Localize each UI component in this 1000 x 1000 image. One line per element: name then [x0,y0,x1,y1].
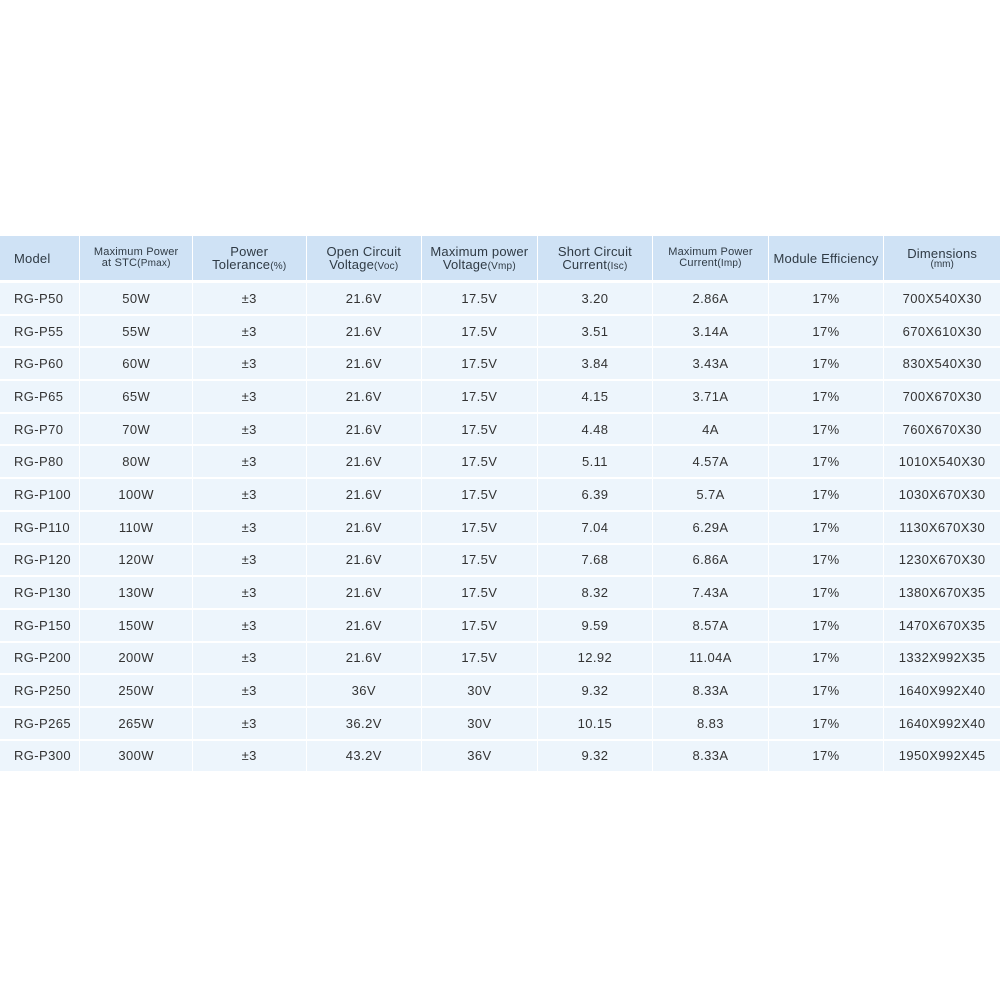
table-cell-module-efficiency: 17% [769,708,885,741]
table-cell-dimensions: 1030X670X30 [884,479,1000,512]
column-header-unit: (Voc) [374,260,399,272]
table-cell-max-power: 50W [80,283,193,316]
table-cell-model: RG-P55 [0,316,80,349]
table-cell-max-power: 250W [80,675,193,708]
column-header-title: Maximum Power [668,246,753,258]
table-cell-max-power: 70W [80,414,193,447]
table-cell-max-power-current: 8.33A [653,675,769,708]
table-cell-power-tolerance: ±3 [193,283,307,316]
table-cell-open-circuit-voltage: 21.6V [307,479,423,512]
table-cell-max-power-current: 7.43A [653,577,769,610]
table-cell-module-efficiency: 17% [769,545,885,578]
table-cell-open-circuit-voltage: 21.6V [307,348,423,381]
table-cell-dimensions: 670X610X30 [884,316,1000,349]
table-cell-short-circuit-current: 9.32 [538,675,654,708]
table-cell-max-power-voltage: 17.5V [422,414,538,447]
table-cell-max-power: 65W [80,381,193,414]
column-header-title-line2: Tolerance [212,256,271,272]
table-cell-short-circuit-current: 12.92 [538,643,654,676]
spec-table [0,236,1000,773]
table-row [0,381,1000,414]
table-cell-dimensions: 830X540X30 [884,348,1000,381]
table-cell-open-circuit-voltage: 21.6V [307,414,423,447]
table-cell-module-efficiency: 17% [769,316,885,349]
table-cell-open-circuit-voltage: 21.6V [307,577,423,610]
table-cell-open-circuit-voltage: 43.2V [307,741,423,774]
column-header-dimensions [884,236,1000,283]
table-row [0,643,1000,676]
table-cell-max-power: 100W [80,479,193,512]
column-header-open-circuit-voltage [307,236,423,283]
table-row [0,741,1000,774]
table-cell-max-power-current: 8.83 [653,708,769,741]
table-cell-max-power-current: 8.57A [653,610,769,643]
table-cell-model: RG-P130 [0,577,80,610]
table-cell-max-power: 120W [80,545,193,578]
table-row [0,348,1000,381]
table-cell-max-power-voltage: 17.5V [422,381,538,414]
table-cell-dimensions: 760X670X30 [884,414,1000,447]
table-cell-max-power: 300W [80,741,193,774]
table-cell-power-tolerance: ±3 [193,708,307,741]
column-header-power-tolerance [193,236,307,283]
table-cell-dimensions: 1640X992X40 [884,708,1000,741]
column-header-title: Open Circuit [326,243,402,259]
table-cell-short-circuit-current: 7.68 [538,545,654,578]
table-cell-dimensions: 700X540X30 [884,283,1000,316]
table-cell-open-circuit-voltage: 21.6V [307,316,423,349]
table-cell-max-power-voltage: 17.5V [422,316,538,349]
table-cell-module-efficiency: 17% [769,446,885,479]
table-cell-power-tolerance: ±3 [193,316,307,349]
table-row [0,610,1000,643]
column-header-short-circuit-current [538,236,654,283]
table-cell-module-efficiency: 17% [769,414,885,447]
table-cell-model: RG-P110 [0,512,80,545]
table-cell-module-efficiency: 17% [769,479,885,512]
column-header-title: Dimensions [907,245,978,261]
table-cell-power-tolerance: ±3 [193,643,307,676]
table-cell-max-power: 60W [80,348,193,381]
table-cell-max-power-current: 11.04A [653,643,769,676]
table-cell-model: RG-P150 [0,610,80,643]
table-cell-short-circuit-current: 9.32 [538,741,654,774]
table-cell-open-circuit-voltage: 21.6V [307,643,423,676]
table-cell-open-circuit-voltage: 21.6V [307,446,423,479]
table-cell-max-power-current: 6.29A [653,512,769,545]
column-header-unit: (Imp) [717,258,742,269]
table-cell-dimensions: 1950X992X45 [884,741,1000,774]
table-cell-power-tolerance: ±3 [193,479,307,512]
table-cell-power-tolerance: ±3 [193,610,307,643]
table-cell-short-circuit-current: 3.20 [538,283,654,316]
column-header-model [0,236,80,283]
table-cell-max-power: 130W [80,577,193,610]
table-cell-module-efficiency: 17% [769,675,885,708]
table-cell-max-power-voltage: 17.5V [422,577,538,610]
table-cell-module-efficiency: 17% [769,512,885,545]
table-row [0,414,1000,447]
table-cell-open-circuit-voltage: 21.6V [307,545,423,578]
table-cell-model: RG-P100 [0,479,80,512]
header-row [0,236,1000,283]
table-cell-max-power: 200W [80,643,193,676]
table-cell-model: RG-P80 [0,446,80,479]
table-cell-max-power: 80W [80,446,193,479]
column-header-title: Maximum Power [93,246,179,258]
table-cell-dimensions: 1640X992X40 [884,675,1000,708]
table-row [0,545,1000,578]
column-header-max-power-voltage [422,236,538,283]
table-header [0,236,1000,283]
table-cell-max-power-current: 2.86A [653,283,769,316]
column-header-max-power [80,236,193,283]
column-header-title-line2: Voltage [329,256,375,272]
column-header-title-line2: Voltage [442,256,488,272]
table-cell-dimensions: 1380X670X35 [884,577,1000,610]
column-header-module-efficiency [769,236,885,283]
table-cell-open-circuit-voltage: 21.6V [307,512,423,545]
table-cell-power-tolerance: ±3 [193,512,307,545]
table-cell-max-power-voltage: 36V [422,741,538,774]
table-cell-open-circuit-voltage: 36V [307,675,423,708]
table-row [0,577,1000,610]
table-cell-max-power-voltage: 17.5V [422,479,538,512]
table-cell-model: RG-P265 [0,708,80,741]
table-cell-max-power: 265W [80,708,193,741]
table-cell-model: RG-P250 [0,675,80,708]
column-header-max-power-current [653,236,769,283]
table-cell-power-tolerance: ±3 [193,348,307,381]
table-cell-open-circuit-voltage: 21.6V [307,381,423,414]
table-cell-max-power-current: 3.14A [653,316,769,349]
table-cell-power-tolerance: ±3 [193,446,307,479]
table-cell-max-power-current: 8.33A [653,741,769,774]
table-cell-module-efficiency: 17% [769,577,885,610]
table-cell-max-power-voltage: 30V [422,675,538,708]
table-cell-short-circuit-current: 7.04 [538,512,654,545]
table-cell-max-power: 55W [80,316,193,349]
column-header-title: Power [230,243,269,259]
table-cell-dimensions: 700X670X30 [884,381,1000,414]
table-cell-short-circuit-current: 5.11 [538,446,654,479]
table-cell-power-tolerance: ±3 [193,381,307,414]
table-cell-dimensions: 1470X670X35 [884,610,1000,643]
table-row [0,446,1000,479]
table-cell-max-power-current: 6.86A [653,545,769,578]
column-header-unit: (Pmax) [137,258,171,269]
table-cell-max-power: 110W [80,512,193,545]
table-cell-module-efficiency: 17% [769,283,885,316]
table-cell-short-circuit-current: 10.15 [538,708,654,741]
column-header-title: Model [14,250,51,266]
table-cell-short-circuit-current: 3.84 [538,348,654,381]
column-header-unit: (Isc) [607,260,628,272]
table-row [0,479,1000,512]
table-cell-short-circuit-current: 4.15 [538,381,654,414]
table-cell-power-tolerance: ±3 [193,545,307,578]
table-cell-model: RG-P120 [0,545,80,578]
table-cell-module-efficiency: 17% [769,741,885,774]
table-cell-max-power-voltage: 17.5V [422,283,538,316]
table-cell-dimensions: 1130X670X30 [884,512,1000,545]
table-cell-dimensions: 1332X992X35 [884,643,1000,676]
table-cell-max-power-voltage: 17.5V [422,446,538,479]
table-cell-max-power-voltage: 17.5V [422,348,538,381]
table-cell-max-power-current: 4A [653,414,769,447]
table-cell-short-circuit-current: 3.51 [538,316,654,349]
table-cell-model: RG-P50 [0,283,80,316]
table-cell-model: RG-P70 [0,414,80,447]
table-cell-short-circuit-current: 4.48 [538,414,654,447]
table-cell-module-efficiency: 17% [769,348,885,381]
table-body [0,283,1000,773]
table-cell-short-circuit-current: 9.59 [538,610,654,643]
table-cell-short-circuit-current: 6.39 [538,479,654,512]
table-cell-max-power-current: 5.7A [653,479,769,512]
table-cell-module-efficiency: 17% [769,610,885,643]
table-cell-max-power-voltage: 17.5V [422,545,538,578]
table-row [0,708,1000,741]
table-cell-open-circuit-voltage: 21.6V [307,610,423,643]
column-header-title-line2: Current [562,256,608,272]
table-cell-power-tolerance: ±3 [193,414,307,447]
table-cell-dimensions: 1010X540X30 [884,446,1000,479]
column-header-unit: (Vmp) [487,260,516,272]
table-cell-short-circuit-current: 8.32 [538,577,654,610]
table-cell-max-power-current: 3.43A [653,348,769,381]
table-row [0,283,1000,316]
table-cell-max-power-voltage: 17.5V [422,643,538,676]
column-header-title-line2: Current [679,257,718,269]
table-cell-module-efficiency: 17% [769,643,885,676]
table-cell-open-circuit-voltage: 36.2V [307,708,423,741]
table-cell-power-tolerance: ±3 [193,741,307,774]
column-header-title: Module Efficiency [773,250,879,266]
table-cell-dimensions: 1230X670X30 [884,545,1000,578]
column-header-title: Maximum power [430,243,529,259]
table-cell-model: RG-P200 [0,643,80,676]
table-cell-model: RG-P300 [0,741,80,774]
table-cell-max-power-voltage: 30V [422,708,538,741]
table-cell-module-efficiency: 17% [769,381,885,414]
table-row [0,675,1000,708]
table-cell-max-power-current: 4.57A [653,446,769,479]
table-cell-max-power-current: 3.71A [653,381,769,414]
column-header-unit: (%) [270,260,287,272]
table-cell-power-tolerance: ±3 [193,577,307,610]
table-cell-power-tolerance: ±3 [193,675,307,708]
table-cell-model: RG-P60 [0,348,80,381]
column-header-title-line2: at STC [101,257,138,269]
table-cell-max-power-voltage: 17.5V [422,512,538,545]
table-row [0,512,1000,545]
table-cell-max-power-voltage: 17.5V [422,610,538,643]
table-cell-model: RG-P65 [0,381,80,414]
table-row [0,316,1000,349]
column-header-unit: (mm) [930,258,954,270]
table-cell-max-power: 150W [80,610,193,643]
column-header-title: Short Circuit [557,243,632,259]
table-cell-open-circuit-voltage: 21.6V [307,283,423,316]
